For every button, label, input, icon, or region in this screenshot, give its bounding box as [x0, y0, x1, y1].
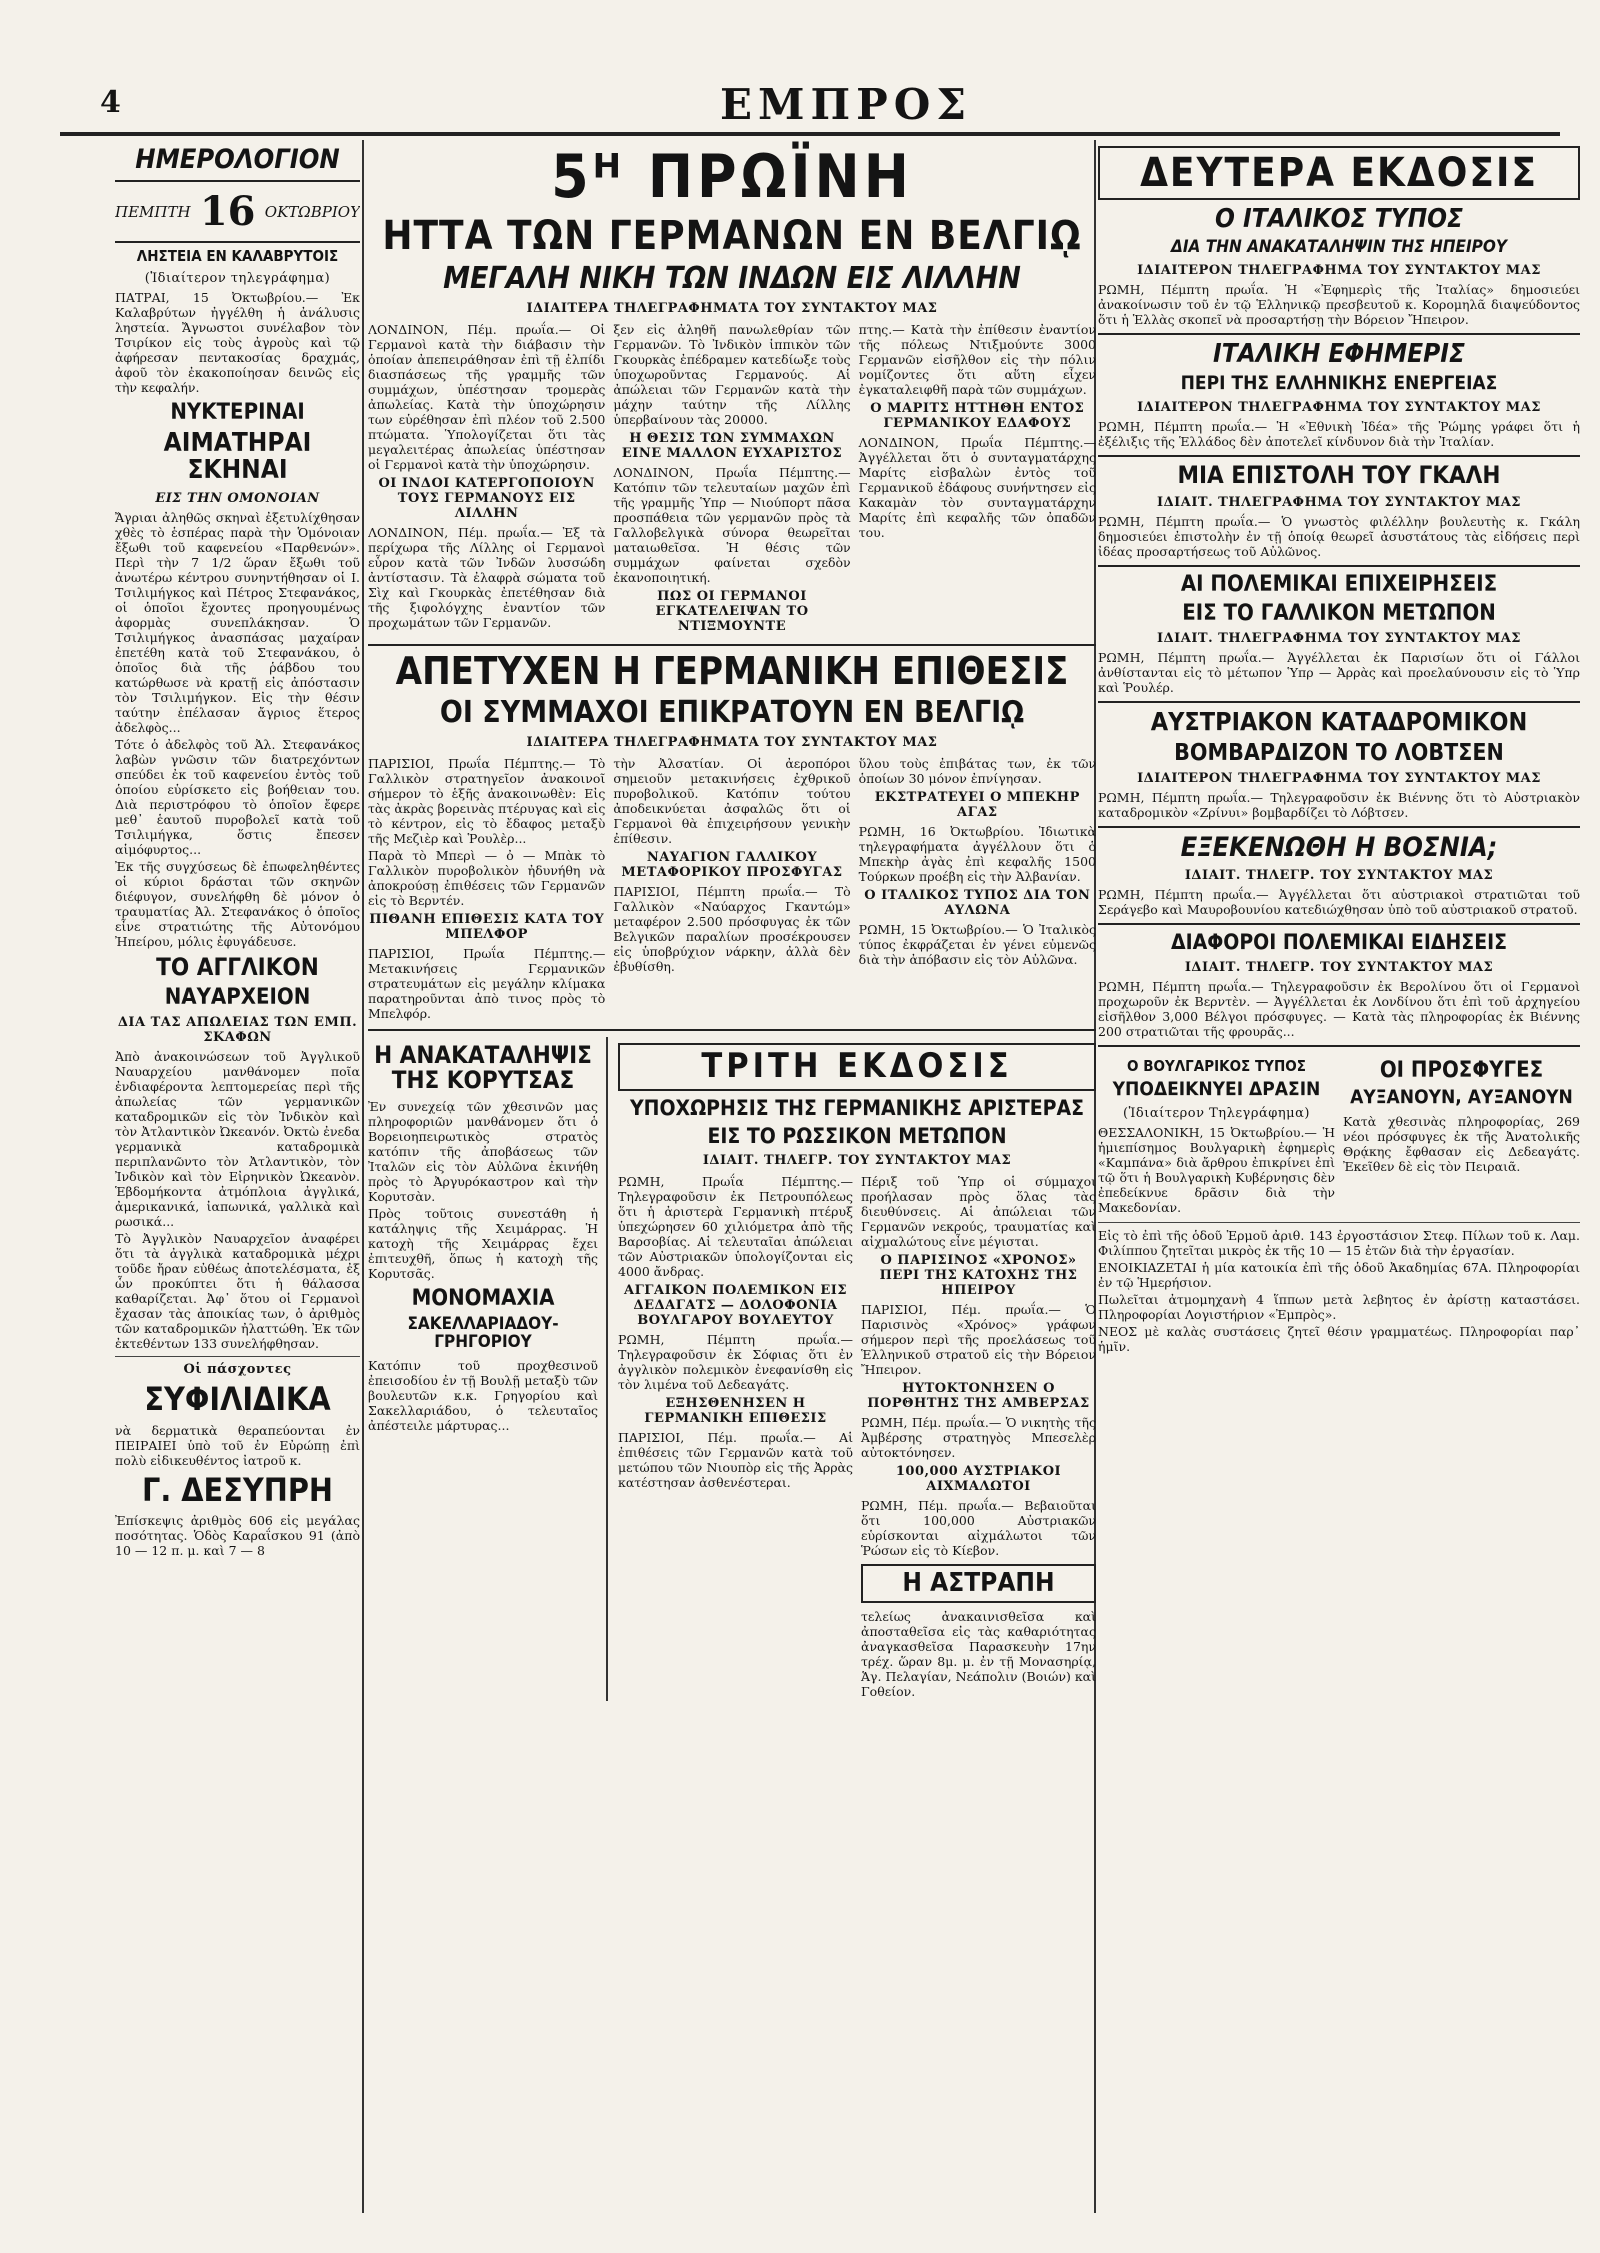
- ad-text: νὰ δερματικὰ θεραπεύονται ἐν ΠΕΙΡΑΙΕΙ ὑπὸ τοῦ ἐν Εὐρώπῃ ἐπὶ πολὺ εἰδικευθέντος ἰατροῦ κ.: [115, 1422, 360, 1468]
- column-divider: [362, 140, 364, 2213]
- article-text: ΡΩΜΗ, Πέμπτη πρωΐα.— Τηλεγραφοῦσιν ἐκ Βερολίνου ὅτι οἱ Γερμανοὶ προχωροῦν ἐκ Βερντὲν. — Ἀγγέλλεται ἐκ Λονδίνου ὅτι ἐπὶ τοῦ ἀρχηγείου εἰσῆλθον 3,000 Βέλγοι πρόσφυγες. — Κατὰ τὰς πληροφορίας ἐκ Βιέννης 200 στρατιῶται τῆς φρουρᾶς...: [1098, 978, 1580, 1039]
- telegram-heading: ΙΔΙΑΙΤΕΡΟΝ ΤΗΛΕΓΡΑΦΗΜΑ ΤΟΥ ΣΥΝΤΑΚΤΟΥ ΜΑΣ: [1137, 263, 1541, 279]
- subheading: ΕΞΗΣΘΕΝΗΣΕΝ Η ΓΕΡΜΑΝΙΚΗ ΕΠΙΘΕΣΙΣ: [644, 1395, 827, 1426]
- headline: ΙΤΑΛΙΚΗ ΕΦΗΜΕΡΙΣ: [1213, 339, 1465, 370]
- article-text: ΠΑΡΙΣΙΟΙ, Πέμ. πρωΐα.— Αἱ ἐπιθέσεις τῶν Γερμανῶν κατὰ τοῦ μετώπου τῶν Νιουπὸρ εἰς τῆς Ἀρρὰς κατέστησαν ἀσθενέστεραι.: [618, 1429, 853, 1490]
- headline: ΣΑΚΕΛΛΑΡΙΑΔΟΥ-ΓΡΗΓΟΡΙΟΥ: [407, 1314, 559, 1353]
- article-text: ΛΟΝΔΙΝΟΝ, Πέμ. πρωΐα.— Οἱ Γερμανοὶ κατὰ τὴν διάβασιν τὴν ὁποίαν ἀπεπειράθησαν ἐπὶ τῇ ἐλπίδι διασπάσεως τῆς γραμμῆς τῶν συμμάχων, ὑπέστησαν τρομερὰς ἀπωλείας. Κατὰ τὴν ὑποχώρησιν των εὑρέθησαν ἐπὶ πλέον τοῦ 2.500 πτώματα. Ὑπολογίζεται ὅτι τὰς μεγαλειτέρας ἀπωλείας ὑπέστησαν οἱ Γερμανοὶ κατὰ τὴν ὑποχώρησιν.: [368, 321, 606, 472]
- article-text: ΡΩΜΗ, 15 Ὀκτωβρίου.— Ὁ Ἰταλικὸς τύπος ἐκφράζεται ἐν γένει εὐμενῶς διὰ τὴν ἀπόβασιν εἰς τὸν Αὐλῶνα.: [858, 921, 1096, 967]
- subheading: Ο ΜΑΡΙΤΣ ΗΤΤΗΘΗ ΕΝΤΟΣ ΓΕΡΜΑΝΙΚΟΥ ΕΔΑΦΟΥΣ: [870, 400, 1085, 431]
- article-text: ΡΩΜΗ, Πέμ. πρωΐα.— Ὁ νικητὴς τῆς Ἀμβέρσης στρατηγὸς Μπεσελὲρ αὐτοκτόνησεν.: [861, 1414, 1096, 1460]
- edition-title: ΔΕΥΤΕΡΑ ΕΚΔΟΣΙΣ: [1098, 146, 1580, 200]
- article-text: ΡΩΜΗ, Πέμπτη πρωΐα.— Τηλεγραφοῦσιν ἐκ Σόφιας ὅτι ἐν ἀγγλικὸν πολεμικὸν ἐνεφανίσθη εἰς τὸν λιμένα τοῦ Δεδεαγάτς.: [618, 1331, 853, 1392]
- subheading: ΠΩΣ ΟΙ ΓΕΡΜΑΝΟΙ ΕΓΚΑΤΕΛΕΙΨΑΝ ΤΟ ΝΤΙΞΜΟΥΝΤΕ: [655, 588, 809, 634]
- subheadline: ΠΕΡΙ ΤΗΣ ΕΛΛΗΝΙΚΗΣ ΕΝΕΡΓΕΙΑΣ: [1180, 372, 1498, 395]
- article-text: Παρὰ τὸ Μπερὶ — ὀ — Μπὰκ τὸ Γαλλικὸν πυροβολικὸν ἠδυνήθη νὰ ἀποκρούσῃ ἐπιθέσεις τῶν Γερμανῶν εἰς τὸ Βερντέν.: [368, 847, 606, 908]
- edition-title: ΤΡΙΤΗ ΕΚΔΟΣΙΣ: [618, 1043, 1096, 1091]
- headline: ΛΗΣΤΕΙΑ ΕΝ ΚΑΛΑΒΡΥΤΟΙΣ: [136, 247, 339, 266]
- telegram-heading: ΙΔΙΑΙΤ. ΤΗΛΕΓΡΑΦΗΜΑ ΤΟΥ ΣΥΝΤΑΚΤΟΥ ΜΑΣ: [1157, 494, 1521, 510]
- headline: Η ΑΝΑΚΑΤΑΛΗΨΙΣ ΤΗΣ ΚΟΡΥΤΣΑΣ: [374, 1040, 592, 1095]
- article-text: ΡΩΜΗ, Πέμπτη πρωΐα.— Ἀγγέλλεται ἐκ Παρισίων ὅτι οἱ Γάλλοι ἀνθίστανται εἰς τὸ μέτωπον Ὑπρ — Ἀρρὰς καὶ προελαύνουσιν εἰς τὸ Ὑπρ καὶ Ῥουλέρ.: [1098, 649, 1580, 695]
- weekday: ΠΕΜΠΤΗ: [115, 202, 191, 221]
- article-text: ΛΟΝΔΙΝΟΝ, Πρωΐα Πέμπτης.— Ἀγγέλλεται ὅτι ὁ συνταγματάρχης Μαρίτς εἰσβαλὼν ἐντὸς τοῦ Γερμανικοῦ ἐδάφους συνήντησεν εἰς Κακαμὰν τὸν συνταγματάρχην Μαρίτς ἐπὶ κεφαλῆς τῶν ὀπαδῶν του.: [858, 434, 1096, 540]
- headline: Ο ΒΟΥΛΓΑΡΙΚΟΣ ΤΥΠΟΣ: [1127, 1056, 1306, 1075]
- telegram-heading: ΙΔΙΑΙΤΕΡΑ ΤΗΛΕΓΡΑΦΗΜΑΤΑ ΤΟΥ ΣΥΝΤΑΚΤΟΥ ΜΑΣ: [526, 300, 938, 316]
- headline: ΑΙ ΠΟΛΕΜΙΚΑΙ ΕΠΙΧΕΙΡΗΣΕΙΣ: [1180, 571, 1498, 597]
- ad-headline: Η ΑΣΤΡΑΠΗ: [861, 1564, 1096, 1603]
- article-text: Ἀπὸ ἀνακοινώσεων τοῦ Ἀγγλικοῦ Ναυαρχείου μανθάνομεν ποῖα ἐνδιαφέροντα λεπτομερείας περὶ τῆς ἀπωλείας τῶν γερμανικῶν καταδρομικῶν εἰς τὸν Ἰνδικὸν καὶ τὸν Ἀτλαντικὸν Ὠκεανόν. Ὀκτὼ ἐνεδα γερμανικὰ καταδρομικὰ περιπλανῶντο τὸν Ἀτλαντικὸν, τὸν Ἰνδικὸν καὶ τὸν Εἰρηνικὸν Ὠκεανὸν. Ἑβδομήκοντα ἀτμόπλοια ἀγγλικά, ἀμερικανικά, ἰαπωνικά, γαλλικὰ καὶ ρωσικά...: [115, 1049, 360, 1230]
- article-text: ΘΕΣΣΑΛΟΝΙΚΗ, 15 Ὀκτωβρίου.— Ἡ ἡμιεπίσημος Βουλγαρικὴ ἐφημερὶς «Καμπάνα» διὰ ἄρθρου ἐπικρίνει ἐπὶ τῷ ὅτι ἡ Βουλγαρικὴ Κυβέρνησις δὲν ἐπεδείκνυε δρᾶσιν διὰ τὴν Μακεδονίαν.: [1098, 1125, 1335, 1216]
- headline: ΥΠΟΧΩΡΗΣΙΣ ΤΗΣ ΓΕΡΜΑΝΙΚΗΣ ΑΡΙΣΤΕΡΑΣ: [630, 1095, 1084, 1120]
- headline: ΑΠΕΤΥΧΕΝ Η ΓΕΡΜΑΝΙΚΗ ΕΠΙΘΕΣΙΣ: [395, 648, 1069, 693]
- telegram-heading: ΙΔΙΑΙΤΕΡΟΝ ΤΗΛΕΓΡΑΦΗΜΑ ΤΟΥ ΣΥΝΤΑΚΤΟΥ ΜΑΣ: [1137, 771, 1541, 787]
- ad-doctor-name: Γ. ΔΕΣΥΠΡΗ: [141, 1470, 334, 1509]
- article-text: Ἄγριαι ἀληθῶς σκηναὶ ἐξετυλίχθησαν χθὲς τὸ ἑσπέρας παρὰ τὴν Ὁμόνοιαν ἔξωθι τοῦ καφενείου «Παρθενών». Περὶ τὴν 7 1/2 ὥραν ἔξωθι τοῦ ἀνωτέρω κέντρου συνηντήθησαν οἱ Ι. Τσιλιμήγκος καὶ Πέτρος Στεφανάκος, οἱ ὁποῖοι ἔχοντες προηγουμένως ἀφορμὰς συνεπλάκησαν. Ὁ Τσιλιμήγκος ἀνασπάσας μαχαίραν ἐπετέθη κατὰ τοῦ Στεφανάκου, ὁ ὁποῖος διὰ τῆς ῥάβδου του κατώρθωσε νὰ κρατῇ εἰς ἀπόστασιν τὸν Τσιλιμήγκον. Εἰς τὴν θέσιν ταύτην ἐπέλασαν ἄγριος ἕτερος ἀδελφὸς...: [115, 509, 360, 735]
- subheading: ΔΙΑ ΤΑΣ ΑΠΩΛΕΙΑΣ ΤΩΝ ΕΜΠ. ΣΚΑΦΩΝ: [117, 1015, 358, 1046]
- article-text: τὴν Ἀλσατίαν. Οἱ ἀεροπόροι σημειοῦν μετακινήσεις ἐχθρικοῦ πυροβολικοῦ. Κατόπιν τούτου ἀποδεικνύεται ἀσφαλῶς ὅτι οἱ Γερμανοὶ θὰ ἐπιχειρήσουν γενικὴν ἐπίθεσιν.: [613, 755, 851, 846]
- main-headline: ΗΤΤΑ ΤΩΝ ΓΕΡΜΑΝΩΝ ΕΝ ΒΕΛΓΙῼ: [382, 213, 1082, 259]
- article-text: Πρὸς τοῦτοις συνεστάθη ἡ κατάληψις τῆς Χειμάρρας. Ἡ κατοχὴ τῆς Χειμάρρας ἔχει ἐπιτευχθῆ, ὅπως ἡ κατοχὴ τῆς Κορυτσᾶς.: [368, 1206, 598, 1282]
- article-text: Ἐκ τῆς συγχύσεως δὲ ἐπωφεληθέντες οἱ κύριοι δράσται τῶν σκηνῶν διέφυγον, συνελήφθη δὲ μόνον ὁ τραυματίας Ἀλ. Στεφανάκος ὁ ὁποῖος εἶνε στρατιώτης τῆς Αὐτονόμου Ἠπείρου, μόλις ἐφυγάδευσε.: [115, 858, 360, 949]
- headline: ΑΥΞΑΝΟΥΝ, ΑΥΞΑΝΟΥΝ: [1350, 1085, 1573, 1108]
- subheading: ΗΥΤΟΚΤΟΝΗΣΕΝ Ο ΠΟΡΘΗΤΗΣ ΤΗΣ ΑΜΒΕΡΣΑΣ: [867, 1380, 1090, 1411]
- headline: ΜΙΑ ΕΠΙΣΤΟΛΗ ΤΟΥ ΓΚΑΛΗ: [1177, 461, 1501, 490]
- subheadline: ΜΕΓΑΛΗ ΝΙΚΗ ΤΩΝ ΙΝΔΩΝ ΕΙΣ ΛΙΛΛΗΝ: [443, 261, 1021, 296]
- headline: ΔΙΑΦΟΡΟΙ ΠΟΛΕΜΙΚΑΙ ΕΙΔΗΣΕΙΣ: [1170, 930, 1508, 955]
- month: ΟΚΤΩΒΡΙΟΥ: [264, 202, 360, 221]
- subheading: (Ἰδιαίτερον τηλεγράφημα): [144, 271, 331, 287]
- classified-ad: Πωλεῖται ἀτμομηχανὴ 4 ἵππων μετὰ λεβητος ἐν ἀρίστῃ καταστάσει. Πληροφορίαι Λογιστήριον «Ἐμπρὸς».: [1098, 1292, 1580, 1323]
- headline: ΟΙ ΠΡΟΣΦΥΓΕΣ: [1379, 1057, 1544, 1083]
- telegram-heading: ΙΔΙΑΙΤΕΡΟΝ ΤΗΛΕΓΡΑΦΗΜΑ ΤΟΥ ΣΥΝΤΑΚΤΟΥ ΜΑΣ: [1137, 400, 1541, 416]
- headline: Ο ΙΤΑΛΙΚΟΣ ΤΥΠΟΣ: [1214, 204, 1464, 234]
- article-text: ΡΩΜΗ, Πέμπτη πρωΐα.— Ἀγγέλλεται ὅτι αὐστριακοὶ στρατιῶται τοῦ Σεράγεβο καὶ Μαυροβουνίου κατεδιώχθησαν ὑπὸ τοῦ αὐστριακοῦ στρατοῦ.: [1098, 887, 1580, 918]
- article-text: ΠΑΡΙΣΙΟΙ, Πέμπτη πρωΐα.— Τὸ Γαλλικὸν «Ναύαρχος Γκαντώμ» μεταφέρον 2.500 πρόσφυγας ἐκ τῶν Βελγικῶν παραλίων προσέκρουσεν εἰς ὑποβρύχιον νάρκην, ἀλλὰ δὲν ἐβυθίσθη.: [613, 883, 851, 974]
- article-text: ΡΩΜΗ, Πέμπτη πρωΐα.— Τηλεγραφοῦσιν ἐκ Βιέννης ὅτι τὸ Αὐστριακὸν καταδρομικὸν «Ζρίνυι» βομβαρδίζει τὸ Λόβτσεν.: [1098, 790, 1580, 821]
- subheading: (Ἰδιαίτερον Τηλεγράφημα): [1123, 1106, 1310, 1122]
- column-left: [115, 140, 360, 2213]
- telegram-heading: ΙΔΙΑΙΤ. ΤΗΛΕΓΡΑΦΗΜΑ ΤΟΥ ΣΥΝΤΑΚΤΟΥ ΜΑΣ: [1157, 630, 1521, 646]
- subheading: ΕΙΣ ΤΗΝ ΟΜΟΝΟΙΑΝ: [155, 490, 320, 506]
- article-text: ΠΑΡΙΣΙΟΙ, Πρωΐα Πέμπτης.— Μετακινήσεις Γερμανικῶν στρατευμάτων εἰς μεγάλην κλίμακα παρατηροῦνται ἀπὸ τινος πρὸς τὸ Μπελφόρ.: [368, 945, 606, 1021]
- subheading: Η ΘΕΣΙΣ ΤΩΝ ΣΥΜΜΑΧΩΝ ΕΙΝΕ ΜΑΛΛΟΝ ΕΥΧΑΡΙΣΤΟΣ: [621, 430, 843, 461]
- telegram-heading: ΙΔΙΑΙΤ. ΤΗΛΕΓΡ. ΤΟΥ ΣΥΝΤΑΚΤΟΥ ΜΑΣ: [702, 1152, 1012, 1168]
- ad-text: τελείως ἀνακαινισθεῖσα καὶ ἀποσταθεῖσα εἰς τὰς καθαριότητας ἀναγκασθεῖσα Παρασκευὴν 17ην τρέχ. ὥραν 8μ. μ. ἐν τῇ Μονασηρίᾳ, Ἁγ. Πελαγίαν, Νεάπολιν (Βοιών) καὶ Γοθείον.: [861, 1608, 1096, 1699]
- article-text: ξεν εἰς ἀληθῆ πανωλεθρίαν τῶν Γερμανῶν. Τὸ Ἰνδικὸν ἱππικὸν τῶν Γκουρκὰς ἐπέδραμεν κατεδίωξε τοὺς ὑποχωροῦντας Γερμανούς. Αἱ ἀπώλειαι τῶν Γερμανῶν κατὰ τὴν μάχην ταύτην τῆς Λίλλης ὑπερβαίνουν τὰς 20000.: [613, 321, 851, 427]
- article-text: Πέριξ τοῦ Ὑπρ οἱ σύμμαχοι προήλασαν πρὸς ὅλας τὰς διευθύνσεις. Αἱ ἀπώλειαι τῶν Γερμανῶν νεκρούς, τραυματίας καὶ αἰχμαλώτους εἶνε μέγισται.: [861, 1173, 1096, 1249]
- column-center: [368, 140, 1096, 2213]
- subheading: ΝΑΥΑΓΙΟΝ ΓΑΛΛΙΚΟΥ ΜΕΤΑΦΟΡΙΚΟΥ ΠΡΟΣΦΥΓΑΣ: [621, 849, 843, 880]
- headline: ΟΙ ΣΥΜΜΑΧΟΙ ΕΠΙΚΡΑΤΟΥΝ ΕΝ ΒΕΛΓΙῼ: [439, 695, 1025, 731]
- article-text: ὕλου τοὺς ἐπιβάτας των, ἐκ τῶν ὁποίων 30 μόνον ἐπνίγησαν.: [858, 755, 1096, 786]
- day-number: 16: [199, 188, 256, 236]
- telegram-heading: ΙΔΙΑΙΤΕΡΑ ΤΗΛΕΓΡΑΦΗΜΑΤΑ ΤΟΥ ΣΥΝΤΑΚΤΟΥ ΜΑΣ: [526, 734, 938, 750]
- headline: ΑΙΜΑΤΗΡΑΙ ΣΚΗΝΑΙ: [163, 428, 312, 486]
- subheading: 100,000 ΑΥΣΤΡΙΑΚΟΙ ΑΙΧΜΑΛΩΤΟΙ: [895, 1463, 1062, 1494]
- column-right: [1098, 140, 1580, 2213]
- article-text: ΡΩΜΗ, Πέμ. πρωΐα.— Βεβαιοῦται ὅτι 100,000 Αὐστριακῶν εὑρίσκονται αἰχμάλωτοι τῶν Ῥώσων εἰς τὸ Κίεβον.: [861, 1497, 1096, 1558]
- article-text: πτης.— Κατὰ τὴν ἐπίθεσιν ἐναντίον τῆς πόλεως Ντιξμούντε 3000 Γερμανῶν εἰσῆλθον εἰς τὴν πόλιν νομίζοντες ὅτι αὕτη εἶχεν ἐγκαταλειφθῆ παρὰ τῶν συμμάχων.: [858, 321, 1096, 397]
- subheading: Ο ΠΑΡΙΣΙΝΟΣ «ΧΡΟΝΟΣ» ΠΕΡΙ ΤΗΣ ΚΑΤΟΧΗΣ ΤΗΣ ΗΠΕΙΡΟΥ: [879, 1252, 1078, 1298]
- article-text: Ἐν συνεχείᾳ τῶν χθεσινῶν μας πληροφοριῶν μανθάνομεν ὅτι ὁ Βορειοηπειρωτικὸς στρατὸς κατόπιν τῆς ἀποβάσεως τῶν Ἰταλῶν εἰς τὸν Αὐλῶνα ἐκινήθη πρὸς τὸ Ἀργυρόκαστρον καὶ τὴν Κορυτσὰν.: [368, 1099, 598, 1205]
- ad-small-text: Οἱ πάσχοντες: [183, 1362, 292, 1378]
- classified-ad: ΝΕΟΣ μὲ καλὰς συστάσεις ζητεῖ θέσιν γραμματέως. Πληροφορίαι παρ᾽ ἡμῖν.: [1098, 1324, 1580, 1355]
- subheading: Ο ΙΤΑΛΙΚΟΣ ΤΥΠΟΣ ΔΙΑ ΤΟΝ ΑΥΛΩΝΑ: [864, 887, 1091, 918]
- article-text: Κατὰ χθεσινὰς πληροφορίας, 269 νέοι πρόσφυγες ἐκ τῆς Ἀνατολικῆς Θρᾴκης ἔφθασαν εἰς Δεδεαγάτς. Ἐκεῖθεν δὲ εἰς τὸν Πειραιᾶ.: [1343, 1113, 1580, 1174]
- headline: ΤΟ ΑΓΓΛΙΚΟΝ: [156, 952, 319, 981]
- article-text: ΡΩΜΗ, 16 Ὀκτωβρίου. Ἰδιωτικὰ τηλεγραφήματα ἀγγέλλουν ὅτι ὁ Μπεκὴρ ἀγὰς ἐπὶ κεφαλῆς 1500 Τούρκων προέβη εἰς τὴν Ἀλβανίαν.: [858, 823, 1096, 884]
- headline: ΝΥΚΤΕΡΙΝΑΙ: [170, 400, 305, 426]
- headline: ΑΥΣΤΡΙΑΚΟΝ ΚΑΤΑΔΡΟΜΙΚΟΝ: [1150, 706, 1528, 736]
- subheading: ΠΙΘΑΝΗ ΕΠΙΘΕΣΙΣ ΚΑΤΑ ΤΟΥ ΜΠΕΛΦΟΡ: [369, 911, 605, 942]
- article-text: ΡΩΜΗ, Πέμπτη πρωΐα. Ἡ «Ἐφημερὶς τῆς Ἰταλίας» δημοσιεύει ἀνακοίνωσιν τοῦ ἐν τῷ Ἑλληνικῷ πρεσβευτοῦ κ. Κορομηλᾶ διαψεύδοντος ὅτι ἡ Ἑλλὰς σκοπεῖ νὰ προσαρτήσῃ τὴν Βόρειον Ἤπειρον.: [1098, 282, 1580, 328]
- article-text: ΡΩΜΗ, Πέμπτη πρωΐα.— Ἡ «Ἐθνικὴ Ἰδέα» τῆς Ῥώμης γράφει ὅτι ἡ ἐξέλιξις τῆς Ἑλλάδος δὲν ἀποτελεῖ κίνδυνον διὰ τὴν Ἰταλίαν.: [1098, 419, 1580, 450]
- headline: ΜΟΝΟΜΑΧΙΑ: [411, 1286, 555, 1312]
- article-text: ΠΑΡΙΣΙΟΙ, Πρωΐα Πέμπτης.— Τὸ Γαλλικὸν στρατηγεῖον ἀνακοινοῖ σήμερον τὸ ἑξῆς ἀνακοινωθὲν: Εἰς τὰς ἀκρὰς βορεινὰς πτέρυγας καὶ εἰς τὸ κέντρον, εἰς τὸ ἔδαφος μεταξὺ τῆς Μεζιὲρ καὶ Ῥουλὲρ...: [368, 755, 606, 846]
- telegram-heading: ΙΔΙΑΙΤ. ΤΗΛΕΓΡ. ΤΟΥ ΣΥΝΤΑΚΤΟΥ ΜΑΣ: [1184, 959, 1494, 975]
- article-text: Κατόπιν τοῦ προχθεσινοῦ ἐπεισοδίου ἐν τῇ Βουλῇ μεταξὺ τῶν βουλευτῶν κ.κ. Γρηγορίου καὶ Σακελλαριάδου, ὁ τελευταῖος ἀπέστειλε μάρτυρας...: [368, 1358, 598, 1434]
- classified-ad: ΕΝΟΙΚΙΑΖΕΤΑΙ ἡ μία κατοικία ἐπὶ τῆς ὁδοῦ Ἀκαδημίας 67Α. Πληροφορίαι ἐν τῷ Ἡμερήσιον.: [1098, 1260, 1580, 1291]
- article-text: Τότε ὁ ἀδελφὸς τοῦ Ἀλ. Στεφανάκος λαβὼν γνῶσιν τῶν διατρεχόντων σπεύδει ἐκ τοῦ καφενείου ἐντὸς τοῦ ὁποίου εὑρίσκετο εἰς βοήθειαν του. Διὰ περιστρόφου τὸ ὁποῖον ἔφερε μεθ᾽ ἑαυτοῦ πυροβολεῖ κατὰ τοῦ Τσιλιμήγκα, ὅστις ἔπεσεν αἱμόφυρτος...: [115, 736, 360, 857]
- headline: ΝΑΥΑΡΧΕΙΟΝ: [164, 984, 311, 1010]
- subheadline: ΒΟΜΒΑΡΔΙΖΟΝ ΤΟ ΛΟΒΤΣΕΝ: [1174, 740, 1504, 766]
- article-text: Τὸ Ἀγγλικὸν Ναυαρχεῖον ἀναφέρει ὅτι τὰ ἀγγλικὰ καταδρομικὰ μέχρι τοῦδε ἤραν εὐθέως ἀποτελέσματα, ἐξ ὧν προκύπτει ὅτι ἡ θάλασσα καθαρίζεται. Ἀφ᾽ ὅτου οἱ Γερμανοὶ ἔχασαν τὰς ἀποικίας των, ὁ ἀριθμὸς τῶν καταδρομικῶν ἠλαττώθη. Ἐκ τῶν ἐκτεθέντων 133 συνελήφθησαν.: [115, 1231, 360, 1352]
- classified-ad: Εἰς τὸ ἐπὶ τῆς ὁδοῦ Ἑρμοῦ ἀριθ. 143 ἐργοστάσιον Στεφ. Πίλων τοῦ κ. Λαμ. Φιλίππου ζητεῖται μικρὸς ἐκ τῆς 10 — 15 ἐτῶν διὰ τὴν ἐργασίαν.: [1098, 1228, 1580, 1259]
- ad-headline: ΣΥΦΙΛΙΔΙΚΑ: [144, 1380, 331, 1419]
- page-number: 4: [100, 85, 121, 120]
- subheading: ΑΓΓΑΙΚΟΝ ΠΟΛΕΜΙΚΟΝ ΕΙΣ ΔΕΔΑΓΑΤΣ — ΔΟΛΟΦΟΝΙΑ ΒΟΥΛΓΑΡΟΥ ΒΟΥΛΕΥΤΟΥ: [623, 1282, 848, 1328]
- subheading: ΟΙ ΙΝΔΟΙ ΚΑΤΕΡΓΟΠΟΙΟΥΝ ΤΟΥΣ ΓΕΡΜΑΝΟΥΣ ΕΙΣ ΛΙΛΛΗΝ: [378, 475, 595, 521]
- headline: ΥΠΟΔΕΙΚΝΥΕΙ ΔΡΑΣΙΝ: [1112, 1078, 1321, 1101]
- telegram-heading: ΙΔΙΑΙΤ. ΤΗΛΕΓΡ. ΤΟΥ ΣΥΝΤΑΚΤΟΥ ΜΑΣ: [1184, 868, 1494, 884]
- dateline: [115, 188, 360, 235]
- article-text: ΠΑΡΙΣΙΟΙ, Πέμ. πρωΐα.— Ὁ Παρισινὸς «Χρόνος» γράφων σήμερον περὶ τῆς προελάσεως τοῦ Ἑλληνικοῦ στρατοῦ εἰς τὴν Βόρειον Ἤπειρον.: [861, 1301, 1096, 1377]
- article-text: ΛΟΝΔΙΝΟΝ, Πέμ. πρωΐα.— Ἐξ τὰ περίχωρα τῆς Λίλλης οἱ Γερμανοὶ εὗρον κατὰ τῶν Ἰνδῶν λυσσώδη ἀντίστασιν. Τὰ ἐλαφρὰ σώματα τοῦ Σὶχ καὶ Γκουρκὰς ἐπετέθησαν διὰ τῆς ξιφολόγχης ἐναντίον τῶν προχωμάτων τῶν Γερμανῶν.: [368, 524, 606, 630]
- headline: ΕΙΣ ΤΟ ΡΩΣΣΙΚΟΝ ΜΕΤΩΠΟΝ: [707, 1123, 1007, 1148]
- newspaper-title: ΕΜΠΡΟΣ: [720, 80, 973, 129]
- subheadline: ΕΙΣ ΤΟ ΓΑΛΛΙΚΟΝ ΜΕΤΩΠΟΝ: [1182, 600, 1496, 626]
- article-text: ΠΑΤΡΑΙ, 15 Ὀκτωβρίου.— Ἐκ Καλαβρύτων ἠγγέλθη ἡ ἀνάλυσις ληστεία. Ἄγνωστοι συνέλαβον τὸν Τσιρίκον εἰς τοὺς ἀγροὺς καὶ τῷ ἀφήρεσαν πεντακοσίας δραχμάς, ἀφοῦ τὸν ἐκακοποίησαν δεινῶς εἰς τὴν κεφαλήν.: [115, 290, 360, 396]
- calendar-heading: ΗΜΕΡΟΛΟΓΙΟΝ: [135, 144, 340, 175]
- edition-title: 5ᴴ ΠΡΩΪΝΗ: [551, 142, 913, 212]
- article-text: ΡΩΜΗ, Πρωΐα Πέμπτης.— Τηλεγραφοῦσιν ἐκ Πετρουπόλεως ὅτι ἡ ἀριστερὰ Γερμανικὴ πτέρυξ ὑπεχώρησεν 60 χιλιόμετρα ἀπὸ τῆς Βαρσοβίας. Αἱ τελευταῖαι ἀπώλειαι τῶν Αὐστριακῶν ὑπολογίζονται εἰς 4000 ἄνδρας.: [618, 1173, 853, 1279]
- headline: ΕΞΕΚΕΝΩΘΗ Η ΒΟΣΝΙΑ;: [1180, 832, 1498, 864]
- article-text: ΛΟΝΔΙΝΟΝ, Πρωΐα Πέμπτης.— Κατόπιν τῶν τελευταίων μαχῶν ἐπὶ τῆς γραμμῆς Ὑπρ — Νιούπορτ πᾶσα προσπάθεια τῶν γερμανῶν πρὸς τὰ Γαλλοβελγικὰ σύνορα θεωρεῖται ματαιωθεῖσα. Ἡ θέσις τῶν συμμάχων φαίνεται σχεδὸν ἐκανοποιητική.: [613, 464, 851, 585]
- subheadline: ΔΙΑ ΤΗΝ ΑΝΑΚΑΤΑΛΗΨΙΝ ΤΗΣ ΗΠΕΙΡΟΥ: [1171, 237, 1507, 258]
- ad-address: Ἐπίσκεψις ἀριθμὸς 606 εἰς μεγάλας ποσότητας. Ὁδὸς Καραΐσκου 91 (ἀπὸ 10 — 12 π. μ. καὶ 7 — 8: [115, 1513, 360, 1559]
- subheading: ΕΚΣΤΡΑΤΕΥΕΙ Ο ΜΠΕΚΗΡ ΑΓΑΣ: [874, 789, 1080, 820]
- article-text: ΡΩΜΗ, Πέμπτη πρωΐα.— Ὁ γνωστὸς φιλέλλην βουλευτὴς κ. Γκάλη δημοσιεύει ἐπιστολὴν ἐν τῇ ὁποίᾳ θεωρεῖ ἀσυστάτους τὰς εἰδήσεις περὶ ἰδέας προσαρτήσεως τοῦ Αὐλῶνος.: [1098, 513, 1580, 559]
